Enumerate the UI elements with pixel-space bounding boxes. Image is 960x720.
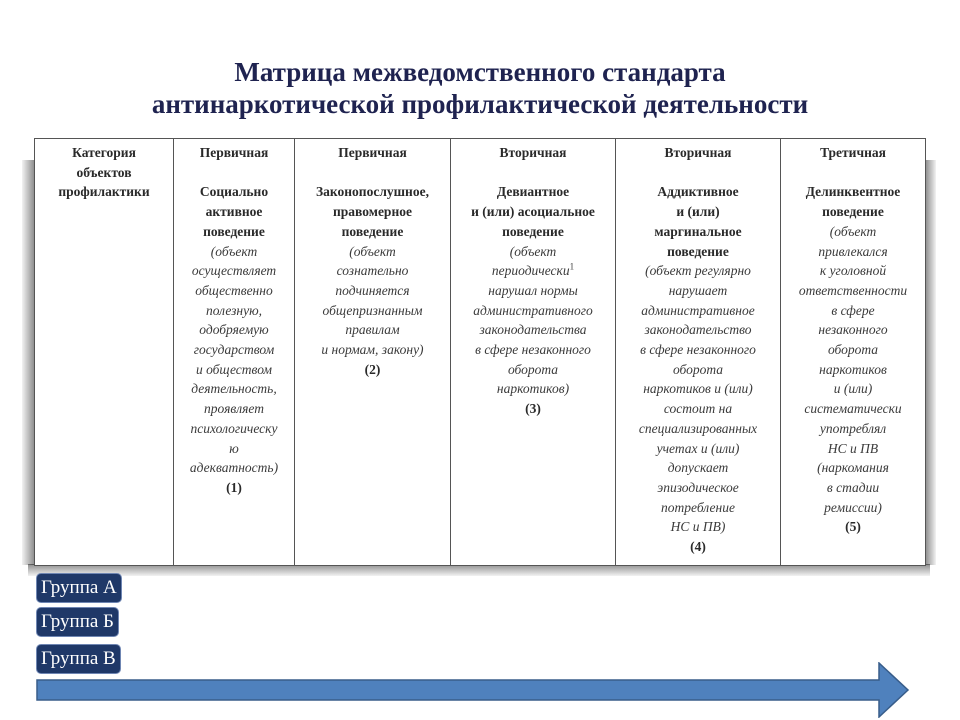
description-line: (наркомания (817, 460, 889, 476)
description-line: состоит на (663, 401, 733, 417)
behavior-name (297, 182, 448, 241)
description-line: сознательно (336, 263, 409, 279)
description-line: НС и ПВ) (670, 519, 726, 535)
group-b-label: Группа Б (36, 607, 119, 637)
description-line: нарушает (668, 282, 728, 298)
description-line: психологическу (190, 420, 278, 436)
description-line: адекватность) (189, 460, 279, 476)
description-line: НС и ПВ (827, 440, 879, 456)
behavior-name-line: Социально (199, 184, 269, 200)
description-line: специализированных (638, 420, 758, 436)
behavior-name-line: и (или) асоциальное (471, 204, 595, 220)
behavior-name-line: Законопослушное, (316, 184, 429, 200)
footnote-marker: 1 (569, 261, 575, 272)
description-line: (объект (349, 243, 396, 259)
behavior-name (453, 182, 613, 241)
description-line: эпизодическое (657, 479, 739, 495)
description-line: незаконного (818, 322, 888, 338)
behavior-name-line: Аддиктивное (657, 184, 739, 200)
column-number: (2) (364, 361, 381, 377)
description-line: наркотиков (819, 361, 887, 377)
behavior-description (783, 222, 923, 518)
behavior-name-line: Делинквентное (805, 184, 901, 200)
column-header: Вторичная (499, 145, 567, 160)
description-line: правилам (345, 322, 400, 338)
behavior-name-line: поведение (203, 223, 265, 239)
description-line: общепризнанным (322, 302, 423, 318)
category-header-line: профилактики (58, 184, 150, 200)
behavior-name-line: маргинальное (654, 223, 742, 239)
description-line: государством (193, 342, 275, 358)
column-number: (5) (845, 519, 861, 535)
arrow-shape (37, 663, 908, 717)
description-line: допускает (667, 460, 729, 476)
description-line: (объект (509, 243, 557, 259)
description-line: (объект (829, 223, 877, 239)
description-line (453, 261, 613, 281)
prevention-matrix-table (34, 138, 926, 566)
description-line: (объект регулярно (645, 263, 751, 279)
description-line: в сфере (831, 302, 875, 318)
column-secondary-4 (615, 139, 780, 565)
behavior-name-line: поведение (502, 223, 564, 239)
description-line: полезную, (205, 302, 263, 318)
behavior-name-line: активное (205, 204, 263, 220)
column-number: (4) (690, 539, 706, 555)
description-line: в сфере незаконного (475, 342, 591, 358)
category-header-line: объектов (76, 164, 132, 180)
title-line-2: антинаркотической профилактической деятельности (151, 89, 809, 119)
description-line: нарушал нормы (488, 282, 578, 298)
behavior-name-line: и (или) (676, 204, 720, 220)
description-line: оборота (507, 361, 559, 377)
description-line: к уголовной (819, 263, 887, 279)
description-line: административное (641, 302, 755, 318)
description-text: периодически (491, 263, 570, 279)
description-line: законодательства (479, 322, 587, 338)
column-header: Первичная (199, 145, 269, 160)
description-line: в сфере незаконного (640, 342, 756, 358)
column-header: Первичная (338, 145, 407, 160)
description-line: и нормам, закону) (321, 342, 424, 358)
behavior-name (783, 182, 923, 221)
description-line: оборота (827, 342, 879, 358)
description-line: употреблял (819, 420, 887, 436)
column-number: (1) (226, 479, 242, 495)
description-line: учетах и (или) (656, 440, 740, 456)
behavior-name-line: Девиантное (496, 184, 570, 200)
column-primary-1 (173, 139, 294, 565)
title-line-1: Матрица межведомственного стандарта (234, 57, 726, 87)
description-line: оборота (672, 361, 724, 377)
column-secondary-3 (450, 139, 615, 565)
description-line: в стадии (826, 479, 880, 495)
column-tertiary-5 (780, 139, 925, 565)
behavior-description (176, 242, 292, 478)
description-line: систематически (804, 401, 902, 417)
description-line: ю (229, 440, 239, 456)
behavior-name-line: поведение (667, 243, 729, 259)
description-line: административного (473, 302, 593, 318)
behavior-name-line: поведение (341, 223, 404, 239)
category-header (37, 143, 171, 202)
description-line: осуществляет (191, 263, 277, 279)
category-column (35, 139, 173, 565)
description-line: потребление (661, 499, 735, 515)
description-line: одобряемую (199, 322, 269, 338)
description-line: привлекался (818, 243, 888, 259)
group-c-label: Группа В (36, 644, 121, 674)
column-number: (3) (525, 401, 541, 417)
column-header: Вторичная (664, 145, 732, 160)
page-title (0, 56, 960, 120)
behavior-name-line: правомерное (333, 204, 412, 220)
category-header-line: Категория (72, 145, 136, 160)
description-line: проявляет (204, 401, 264, 417)
behavior-name (176, 182, 292, 241)
behavior-name-line: поведение (822, 204, 884, 220)
group-a-label: Группа А (36, 573, 122, 603)
description-line: деятельность, (191, 381, 277, 397)
column-primary-2 (294, 139, 450, 565)
column-header: Третичная (820, 145, 886, 160)
behavior-description (453, 242, 613, 400)
description-line: подчиняется (335, 282, 410, 298)
description-line: общественно (195, 282, 273, 298)
description-line: законодательство (644, 322, 752, 338)
description-line: и обществом (195, 361, 273, 377)
behavior-description (297, 242, 448, 360)
progression-arrow (36, 662, 910, 718)
behavior-description (618, 261, 778, 537)
description-line: и (или) (833, 381, 873, 397)
description-line: наркотиков) (496, 381, 570, 397)
description-line: ремиссии) (824, 499, 882, 515)
description-line: (объект (210, 243, 258, 259)
description-line: наркотиков и (или) (643, 381, 753, 397)
description-line: ответственности (798, 282, 908, 298)
behavior-name (618, 182, 778, 261)
